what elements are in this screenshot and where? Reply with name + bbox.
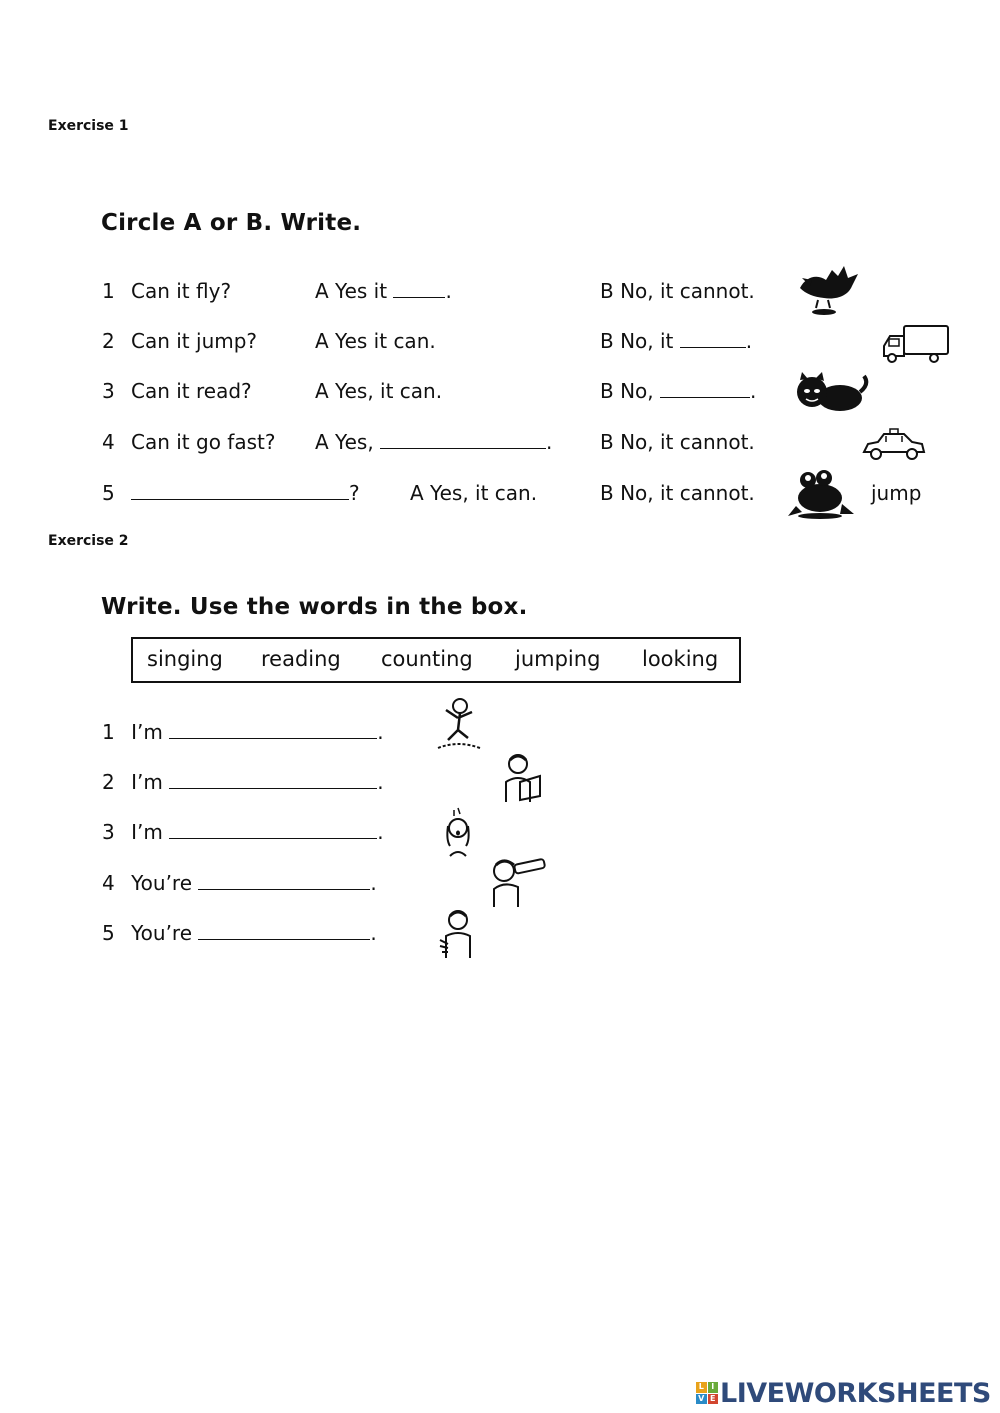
liveworksheets-logo-icon bbox=[696, 1382, 718, 1404]
truck-icon bbox=[880, 322, 952, 366]
ex1-option-b: B No, it cannot. bbox=[600, 279, 755, 303]
ex1-option-a: A Yes, it can. bbox=[410, 481, 538, 505]
logo-text: LIVEWORKSHEETS bbox=[720, 1377, 991, 1409]
ex1-question: Can it read? bbox=[131, 379, 252, 403]
option-a-text: A Yes, bbox=[315, 430, 374, 454]
option-b-text: B No, it bbox=[600, 329, 674, 353]
ex1-hint-word: jump bbox=[871, 481, 922, 505]
logo-icon-letter: I bbox=[708, 1382, 719, 1393]
ex1-question: Can it fly? bbox=[131, 279, 232, 303]
liveworksheets-logo bbox=[696, 1378, 991, 1408]
ex1-item-number: 1 bbox=[102, 279, 115, 303]
ex1-option-a: A Yes it can. bbox=[315, 329, 436, 353]
option-b-text: B No, bbox=[600, 379, 654, 403]
ex1-option-b: B No, it cannot. bbox=[600, 430, 755, 454]
counting-boy-icon bbox=[436, 906, 480, 962]
answer-blank[interactable] bbox=[680, 331, 746, 348]
logo-icon-letter: L bbox=[696, 1382, 707, 1393]
word-box-item: jumping bbox=[515, 647, 601, 671]
reading-boy-icon bbox=[498, 752, 544, 808]
exercise-2-label: Exercise 2 bbox=[48, 533, 129, 549]
ex1-option-a bbox=[315, 430, 552, 454]
ex2-item-number: 3 bbox=[102, 820, 115, 844]
exercise-2-heading: Write. Use the words in the box. bbox=[101, 594, 528, 620]
ex1-item-number: 5 bbox=[102, 481, 115, 505]
ex1-item-number: 2 bbox=[102, 329, 115, 353]
ex2-item bbox=[102, 770, 384, 794]
singing-girl-icon bbox=[440, 806, 476, 862]
answer-end: . bbox=[370, 921, 377, 945]
answer-blank[interactable] bbox=[169, 772, 377, 789]
answer-blank[interactable] bbox=[169, 822, 377, 839]
ex1-option-a bbox=[315, 279, 452, 303]
word-box-item: reading bbox=[261, 647, 341, 671]
answer-end: . bbox=[370, 871, 377, 895]
logo-icon-letter: V bbox=[696, 1394, 707, 1405]
ex1-option-b bbox=[600, 379, 756, 403]
ex1-item-number: 4 bbox=[102, 430, 115, 454]
answer-blank[interactable] bbox=[131, 483, 349, 500]
exercise-1-label: Exercise 1 bbox=[48, 118, 129, 134]
answer-blank[interactable] bbox=[169, 722, 377, 739]
answer-end: . bbox=[377, 770, 384, 794]
answer-end: . bbox=[546, 430, 553, 454]
answer-end: . bbox=[750, 379, 757, 403]
bird-icon bbox=[792, 260, 864, 318]
ex2-item bbox=[102, 820, 384, 844]
ex2-prefix: I’m bbox=[131, 770, 163, 794]
answer-blank[interactable] bbox=[380, 432, 546, 449]
ex2-item-number: 2 bbox=[102, 770, 115, 794]
word-box-item: counting bbox=[381, 647, 473, 671]
ex1-item-number: 3 bbox=[102, 379, 115, 403]
ex2-prefix: You’re bbox=[131, 921, 193, 945]
taxi-icon bbox=[860, 428, 928, 464]
answer-end: . bbox=[377, 720, 384, 744]
ex1-option-b: B No, it cannot. bbox=[600, 481, 755, 505]
word-box-item: singing bbox=[147, 647, 223, 671]
ex1-question-blank bbox=[131, 481, 360, 505]
logo-icon-letter: E bbox=[708, 1394, 719, 1405]
exercise-1-heading: Circle A or B. Write. bbox=[101, 210, 362, 236]
ex2-item bbox=[102, 871, 377, 895]
ex2-prefix: I’m bbox=[131, 720, 163, 744]
answer-blank[interactable] bbox=[660, 381, 750, 398]
ex2-item-number: 4 bbox=[102, 871, 115, 895]
answer-blank[interactable] bbox=[198, 873, 370, 890]
jumping-child-icon bbox=[434, 696, 484, 754]
frog-icon bbox=[788, 466, 856, 520]
word-box bbox=[131, 637, 741, 683]
answer-end: ? bbox=[349, 481, 360, 505]
ex2-prefix: I’m bbox=[131, 820, 163, 844]
ex1-option-a: A Yes, it can. bbox=[315, 379, 443, 403]
answer-end: . bbox=[745, 329, 753, 353]
ex1-option-b bbox=[600, 329, 752, 353]
ex2-item-number: 5 bbox=[102, 921, 115, 945]
ex1-question: Can it go fast? bbox=[131, 430, 276, 454]
answer-blank[interactable] bbox=[198, 923, 370, 940]
ex2-item bbox=[102, 720, 384, 744]
ex2-item bbox=[102, 921, 377, 945]
answer-end: . bbox=[377, 820, 384, 844]
ex2-item-number: 1 bbox=[102, 720, 115, 744]
word-box-item: looking bbox=[642, 647, 719, 671]
answer-blank[interactable] bbox=[393, 281, 445, 298]
ex2-prefix: You’re bbox=[131, 871, 193, 895]
telescope-boy-icon bbox=[488, 855, 550, 911]
option-a-text: A Yes it bbox=[315, 279, 388, 303]
answer-end: . bbox=[445, 279, 452, 303]
cat-icon bbox=[792, 372, 872, 416]
ex1-question: Can it jump? bbox=[131, 329, 258, 353]
